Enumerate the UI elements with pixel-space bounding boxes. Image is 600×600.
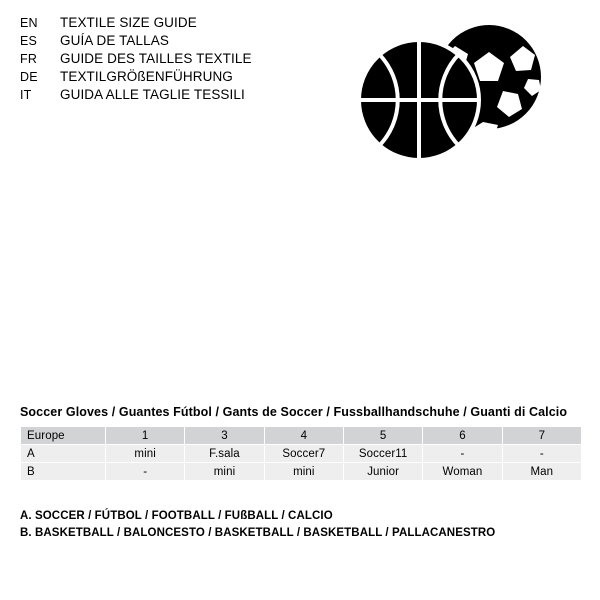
- table-cell: -: [106, 463, 185, 481]
- footnotes: [20, 508, 580, 542]
- table-title: Soccer Gloves / Guantes Fútbol / Gants de Soccer / Fussballhandschuhe / Guanti di Calcio: [20, 405, 568, 419]
- legend-language-text: GUIDA ALLE TAGLIE TESSILI: [60, 87, 245, 102]
- table-cell: Woman: [423, 463, 502, 481]
- ball-illustration: [352, 22, 562, 172]
- legend-row-it: [20, 86, 350, 104]
- table-cell: mini: [264, 463, 343, 481]
- legend-language-code: ES: [20, 34, 38, 48]
- legend-row-en: [20, 14, 350, 32]
- legend-row-de: [20, 68, 350, 86]
- size-table-block: [20, 405, 582, 481]
- table-header-cell: 1: [106, 427, 185, 445]
- table-header-cell: 6: [423, 427, 502, 445]
- table-row-label: A: [21, 445, 106, 463]
- table-header-cell: Europe: [21, 427, 106, 445]
- table-row: [21, 463, 582, 481]
- table-cell: mini: [106, 445, 185, 463]
- table-cell: Man: [502, 463, 581, 481]
- legend-language-code: DE: [20, 70, 38, 84]
- table-header-cell: 7: [502, 427, 581, 445]
- table-cell: Junior: [343, 463, 422, 481]
- basketball-icon: [359, 40, 479, 160]
- table-cell: mini: [185, 463, 264, 481]
- legend-language-code: IT: [20, 88, 32, 102]
- table-header-cell: 4: [264, 427, 343, 445]
- table-row: [21, 445, 582, 463]
- table-cell: Soccer7: [264, 445, 343, 463]
- footnote-b: B. BASKETBALL / BALONCESTO / BASKETBALL / BASKETBALL / PALLACANESTRO: [20, 527, 496, 539]
- table-cell: Soccer11: [343, 445, 422, 463]
- legend-row-fr: [20, 50, 350, 68]
- table-header-cell: 5: [343, 427, 422, 445]
- legend-language-text: TEXTILGRÖßENFÜHRUNG: [60, 69, 233, 84]
- table-cell: F.sala: [185, 445, 264, 463]
- size-table: [20, 426, 582, 481]
- table-row-label: B: [21, 463, 106, 481]
- table-cell: -: [423, 445, 502, 463]
- legend-language-text: TEXTILE SIZE GUIDE: [60, 15, 197, 30]
- footnote-a: A. SOCCER / FÚTBOL / FOOTBALL / FUßBALL / CALCIO: [20, 510, 333, 522]
- table-header-cell: 3: [185, 427, 264, 445]
- legend-language-text: GUIDE DES TAILLES TEXTILE: [60, 51, 252, 66]
- language-legend: [20, 14, 350, 104]
- table-header-row: [21, 427, 582, 445]
- legend-language-text: GUÍA DE TALLAS: [60, 33, 169, 48]
- legend-language-code: FR: [20, 52, 38, 66]
- table-cell: -: [502, 445, 581, 463]
- legend-language-code: EN: [20, 16, 38, 30]
- legend-row-es: [20, 32, 350, 50]
